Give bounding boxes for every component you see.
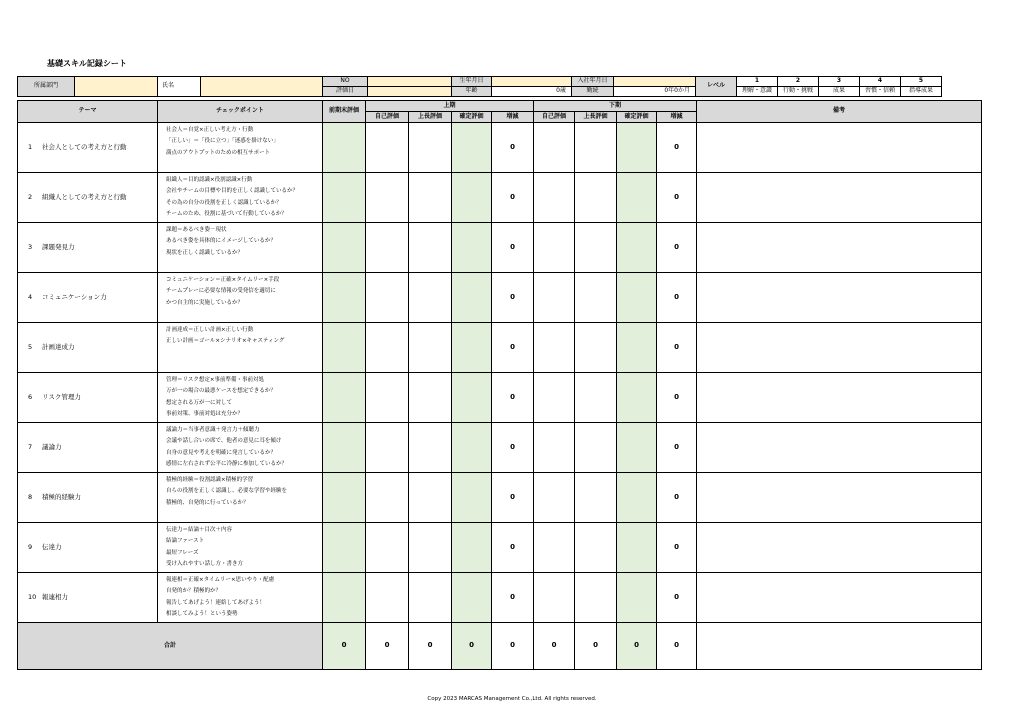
- change-cell: 0: [657, 323, 697, 373]
- self-eval-cell[interactable]: [366, 423, 409, 473]
- theme-label: コミュニケーション力: [42, 292, 107, 301]
- self-eval-cell[interactable]: [366, 473, 409, 523]
- final-eval-cell[interactable]: [452, 473, 492, 523]
- checkpoint-cell: [158, 523, 323, 573]
- no-field[interactable]: [368, 77, 452, 87]
- total-value: 0: [617, 623, 657, 670]
- self-eval-cell[interactable]: [534, 173, 575, 223]
- final-eval-cell[interactable]: [452, 123, 492, 173]
- checkpoint-cell: [158, 273, 323, 323]
- boss-eval-cell[interactable]: [575, 173, 617, 223]
- theme-cell: [18, 423, 158, 473]
- checkpoint-cell: [158, 573, 323, 623]
- change-cell: 0: [657, 523, 697, 573]
- self-eval-header: 自己評価: [366, 112, 409, 123]
- remarks-cell[interactable]: [697, 273, 982, 323]
- change-cell: 0: [657, 123, 697, 173]
- checkpoint-cell: [158, 473, 323, 523]
- boss-eval-cell[interactable]: [575, 223, 617, 273]
- checkpoint-line: あるべき姿を具体的にイメージしているか？: [166, 238, 276, 245]
- final-eval-cell[interactable]: [452, 323, 492, 373]
- final-eval-cell[interactable]: [617, 323, 657, 373]
- theme-label: 組織人としての考え方と行動: [42, 192, 127, 201]
- change-header: 増減: [657, 112, 697, 123]
- total-row: [18, 623, 982, 670]
- final-eval-cell[interactable]: [617, 223, 657, 273]
- level-num: 4: [860, 77, 901, 87]
- prev-end-eval-cell[interactable]: [323, 373, 366, 423]
- prev-end-eval-cell[interactable]: [323, 273, 366, 323]
- boss-eval-header: 上長評価: [409, 112, 452, 123]
- theme-number: 9: [28, 542, 33, 551]
- remarks-cell[interactable]: [697, 223, 982, 273]
- boss-eval-cell[interactable]: [575, 273, 617, 323]
- final-eval-cell[interactable]: [617, 373, 657, 423]
- checkpoint-line: 社会人＝自覚×正しい考え方・行動: [166, 127, 254, 133]
- total-value: 0: [323, 623, 366, 670]
- checkpoint-line: 感情に左右されず公平に冷静に参加しているか？: [166, 460, 288, 467]
- self-eval-cell[interactable]: [366, 573, 409, 623]
- level-num: 2: [778, 77, 819, 87]
- prev-end-eval-cell[interactable]: [323, 123, 366, 173]
- final-eval-cell[interactable]: [452, 173, 492, 223]
- theme-cell: [18, 373, 158, 423]
- boss-eval-cell[interactable]: [575, 423, 617, 473]
- theme-cell: [18, 473, 158, 523]
- final-eval-header: 確定評価: [452, 112, 492, 123]
- self-eval-cell[interactable]: [534, 273, 575, 323]
- self-eval-cell[interactable]: [534, 373, 575, 423]
- theme-number: 1: [28, 142, 33, 151]
- sheet-title: 基礎スキル記録シート: [47, 59, 127, 68]
- checkpoint-header: チェックポイント: [158, 101, 323, 123]
- theme-label: 伝達力: [42, 542, 62, 551]
- change-cell: 0: [492, 323, 534, 373]
- checkpoint-line: 計画達成＝正しい計画×正しい行動: [166, 327, 254, 333]
- boss-eval-header: 上長評価: [575, 112, 617, 123]
- age-value: 0歳: [492, 87, 572, 97]
- table-row: [18, 273, 982, 323]
- boss-eval-cell[interactable]: [409, 323, 452, 373]
- change-cell: 0: [492, 273, 534, 323]
- prev-end-eval-cell[interactable]: [323, 573, 366, 623]
- remarks-header: 備考: [697, 101, 982, 123]
- total-value: 0: [657, 623, 697, 670]
- theme-number: 3: [28, 242, 33, 251]
- change-cell: 0: [492, 573, 534, 623]
- checkpoint-line: かつ自主的に実施しているか？: [166, 299, 244, 306]
- name-field[interactable]: [201, 77, 323, 97]
- self-eval-cell[interactable]: [534, 523, 575, 573]
- table-row: [18, 373, 982, 423]
- final-eval-cell[interactable]: [452, 423, 492, 473]
- level-num: 1: [737, 77, 778, 87]
- tenure-label: 勤続: [572, 87, 614, 97]
- checkpoint-cell: [158, 373, 323, 423]
- level-desc: 行動・挑戦: [778, 87, 819, 97]
- checkpoint-line: 管理＝リスク想定×事前準備・事前対処: [166, 377, 264, 383]
- change-cell: 0: [492, 223, 534, 273]
- theme-label: 報連相力: [42, 592, 68, 601]
- boss-eval-cell[interactable]: [575, 473, 617, 523]
- remarks-cell[interactable]: [697, 373, 982, 423]
- change-cell: 0: [657, 223, 697, 273]
- theme-label: 議論力: [42, 442, 62, 451]
- boss-eval-cell[interactable]: [409, 523, 452, 573]
- boss-eval-cell[interactable]: [575, 573, 617, 623]
- prev-end-eval-cell[interactable]: [323, 323, 366, 373]
- boss-eval-cell[interactable]: [575, 523, 617, 573]
- remarks-cell[interactable]: [697, 173, 982, 223]
- total-value: 0: [492, 623, 534, 670]
- final-eval-cell[interactable]: [452, 273, 492, 323]
- remarks-cell[interactable]: [697, 423, 982, 473]
- theme-label: リスク管理力: [42, 392, 81, 401]
- total-value: 0: [366, 623, 409, 670]
- table-row: [18, 323, 982, 373]
- boss-eval-cell[interactable]: [409, 123, 452, 173]
- theme-cell: [18, 223, 158, 273]
- hire-field[interactable]: [614, 77, 696, 87]
- checkpoint-line: 満点のアウトプットのための相互サポート: [166, 149, 270, 156]
- birth-field[interactable]: [492, 77, 572, 87]
- final-eval-cell[interactable]: [452, 223, 492, 273]
- level-label: レベル: [696, 77, 737, 97]
- change-cell: 0: [492, 473, 534, 523]
- total-value: 0: [534, 623, 575, 670]
- prev-end-eval-cell[interactable]: [323, 523, 366, 573]
- self-eval-cell[interactable]: [534, 123, 575, 173]
- checkpoint-line: 「正しい」＝「役に立つ」「迷惑を掛けない」: [166, 138, 279, 145]
- table-row: [18, 473, 982, 523]
- checkpoint-line: 積極的経験＝役割認識×積極的学習: [166, 477, 254, 483]
- prev-end-eval-cell[interactable]: [323, 223, 366, 273]
- level-legend: [695, 76, 942, 97]
- checkpoint-line: 万が一の場合の最悪ケースを想定できるか？: [166, 388, 276, 395]
- boss-eval-cell[interactable]: [409, 373, 452, 423]
- checkpoint-line: チームプレーに必要な情報の受発信を適切に: [166, 288, 276, 295]
- remarks-cell: [697, 623, 982, 670]
- checkpoint-line: 最短フレーズ: [166, 549, 199, 556]
- theme-number: 4: [28, 292, 33, 301]
- remarks-cell[interactable]: [697, 123, 982, 173]
- change-cell: 0: [492, 123, 534, 173]
- level-desc: 理解・意識: [737, 87, 778, 97]
- eval-date-field[interactable]: [368, 87, 452, 97]
- final-eval-cell[interactable]: [452, 373, 492, 423]
- prev-end-eval-cell[interactable]: [323, 423, 366, 473]
- checkpoint-line: 自発的か？積極的か？: [166, 588, 222, 595]
- dept-field[interactable]: [75, 77, 158, 97]
- checkpoint-line: コミュニケーション＝正確×タイムリー×手段: [166, 277, 280, 283]
- final-eval-cell[interactable]: [452, 523, 492, 573]
- theme-number: 10: [28, 592, 37, 601]
- table-row: [18, 223, 982, 273]
- checkpoint-line: 議論力＝当事者意識＋発言力＋傾聴力: [166, 427, 260, 433]
- checkpoint-line: その為の自分の役割を正しく認識しているか？: [166, 199, 282, 206]
- boss-eval-cell[interactable]: [575, 123, 617, 173]
- prev-end-header: 前期末評価: [323, 101, 366, 123]
- self-eval-cell[interactable]: [534, 573, 575, 623]
- theme-label: 計画達成力: [42, 342, 75, 351]
- skill-evaluation-table: [17, 100, 982, 670]
- checkpoint-line: 正しい計画＝ゴール×シナリオ×キャスティング: [166, 338, 285, 345]
- first-half-header: 上期: [366, 101, 534, 112]
- change-header: 増減: [492, 112, 534, 123]
- checkpoint-line: 積極的、自発的に行っているか？: [166, 499, 249, 506]
- theme-number: 2: [28, 192, 33, 201]
- self-eval-cell[interactable]: [366, 123, 409, 173]
- checkpoint-line: 組織人＝目的認識×役割認識×行動: [166, 177, 253, 183]
- checkpoint-line: 会社やチームの目標や目的を正しく認識しているか？: [166, 188, 299, 195]
- table-row: [18, 423, 982, 473]
- theme-number: 5: [28, 342, 33, 351]
- change-cell: 0: [492, 523, 534, 573]
- final-eval-cell[interactable]: [617, 573, 657, 623]
- theme-number: 6: [28, 392, 33, 401]
- self-eval-cell[interactable]: [366, 173, 409, 223]
- self-eval-cell[interactable]: [366, 523, 409, 573]
- checkpoint-line: 自身の意見や考えを明確に発言しているか？: [166, 449, 277, 456]
- checkpoint-cell: [158, 173, 323, 223]
- change-cell: 0: [657, 173, 697, 223]
- self-eval-cell[interactable]: [366, 373, 409, 423]
- self-eval-cell[interactable]: [534, 223, 575, 273]
- final-eval-cell[interactable]: [617, 173, 657, 223]
- boss-eval-cell[interactable]: [409, 423, 452, 473]
- boss-eval-cell[interactable]: [409, 173, 452, 223]
- checkpoint-line: 想定される万が一に対して: [166, 399, 233, 406]
- self-eval-cell[interactable]: [366, 223, 409, 273]
- change-cell: 0: [657, 373, 697, 423]
- hire-label: 入社年月日: [572, 77, 614, 87]
- checkpoint-line: 現状を正しく認識しているか？: [166, 249, 244, 256]
- final-eval-cell[interactable]: [617, 273, 657, 323]
- total-value: 0: [575, 623, 617, 670]
- remarks-cell[interactable]: [697, 573, 982, 623]
- employee-info-table: [17, 76, 696, 97]
- checkpoint-cell: [158, 123, 323, 173]
- age-label: 年齢: [452, 87, 492, 97]
- prev-end-eval-cell[interactable]: [323, 173, 366, 223]
- change-cell: 0: [657, 473, 697, 523]
- tenure-value: 0年0か月: [614, 87, 696, 97]
- boss-eval-cell[interactable]: [575, 373, 617, 423]
- final-eval-cell[interactable]: [617, 473, 657, 523]
- copyright: Copy 2023 MARCAS Management Co.,Ltd. All rights reserved.: [427, 696, 597, 702]
- checkpoint-line: 受け入れやすい話し方・書き方: [166, 560, 244, 567]
- level-num: 3: [819, 77, 860, 87]
- second-half-header: 下期: [534, 101, 697, 112]
- total-value: 0: [409, 623, 452, 670]
- final-eval-cell[interactable]: [617, 423, 657, 473]
- final-eval-header: 確定評価: [617, 112, 657, 123]
- boss-eval-cell[interactable]: [409, 573, 452, 623]
- self-eval-cell[interactable]: [534, 423, 575, 473]
- checkpoint-cell: [158, 423, 323, 473]
- name-label: 氏名: [158, 77, 201, 97]
- change-cell: 0: [657, 273, 697, 323]
- prev-end-eval-cell[interactable]: [323, 473, 366, 523]
- checkpoint-line: 会議や話し合いの席で、他者の意見に耳を傾け: [166, 438, 282, 445]
- table-row: [18, 173, 982, 223]
- remarks-cell[interactable]: [697, 323, 982, 373]
- checkpoint-line: 伝達力＝結論＋目次＋内容: [166, 527, 233, 533]
- theme-cell: [18, 323, 158, 373]
- change-cell: 0: [492, 173, 534, 223]
- level-num: 5: [901, 77, 942, 87]
- theme-header: テーマ: [18, 101, 158, 123]
- theme-cell: [18, 173, 158, 223]
- checkpoint-line: チームのため、役割に基づいて行動しているか？: [166, 210, 287, 217]
- theme-label: 課題発見力: [42, 242, 75, 251]
- self-eval-cell[interactable]: [366, 273, 409, 323]
- checkpoint-line: 報告してあげよう！連絡してあげよう！: [166, 599, 266, 606]
- theme-label: 積極的経験力: [42, 492, 81, 501]
- change-cell: 0: [657, 573, 697, 623]
- theme-label: 社会人としての考え方と行動: [42, 142, 127, 151]
- change-cell: 0: [492, 423, 534, 473]
- boss-eval-cell[interactable]: [409, 273, 452, 323]
- checkpoint-cell: [158, 223, 323, 273]
- theme-number: 7: [28, 442, 33, 451]
- birth-label: 生年月日: [452, 77, 492, 87]
- level-desc: 成果: [819, 87, 860, 97]
- dept-label: 所属部門: [18, 77, 75, 97]
- total-value: 0: [452, 623, 492, 670]
- theme-cell: [18, 523, 158, 573]
- checkpoint-line: 報連相＝正確×タイムリー×思いやり・配慮: [166, 577, 275, 583]
- self-eval-header: 自己評価: [534, 112, 575, 123]
- boss-eval-cell[interactable]: [575, 323, 617, 373]
- final-eval-cell[interactable]: [452, 573, 492, 623]
- change-cell: 0: [657, 423, 697, 473]
- boss-eval-cell[interactable]: [409, 473, 452, 523]
- total-label: 合計: [18, 623, 323, 670]
- checkpoint-line: 事前対策、事前対処は充分か？: [166, 410, 244, 417]
- change-cell: 0: [492, 373, 534, 423]
- self-eval-cell[interactable]: [366, 323, 409, 373]
- checkpoint-line: 課題＝あるべき姿－現状: [166, 227, 227, 233]
- theme-cell: [18, 123, 158, 173]
- final-eval-cell[interactable]: [617, 523, 657, 573]
- no-label: NO: [323, 77, 368, 87]
- checkpoint-line: 自らの役割を正しく認識し、必要な学習や経験を: [166, 488, 288, 495]
- level-desc: 習慣・信頼: [860, 87, 901, 97]
- theme-cell: [18, 273, 158, 323]
- checkpoint-cell: [158, 323, 323, 373]
- boss-eval-cell[interactable]: [409, 223, 452, 273]
- final-eval-cell[interactable]: [617, 123, 657, 173]
- level-desc: 指導成果: [901, 87, 942, 97]
- self-eval-cell[interactable]: [534, 473, 575, 523]
- theme-number: 8: [28, 492, 33, 501]
- self-eval-cell[interactable]: [534, 323, 575, 373]
- table-row: [18, 123, 982, 173]
- table-row: [18, 573, 982, 623]
- checkpoint-line: 結論ファースト: [166, 538, 205, 545]
- theme-cell: [18, 573, 158, 623]
- remarks-cell[interactable]: [697, 473, 982, 523]
- table-row: [18, 523, 982, 573]
- remarks-cell[interactable]: [697, 523, 982, 573]
- eval-date-label: 評価日: [323, 87, 368, 97]
- checkpoint-line: 相談してみよう！という姿勢: [166, 610, 238, 617]
